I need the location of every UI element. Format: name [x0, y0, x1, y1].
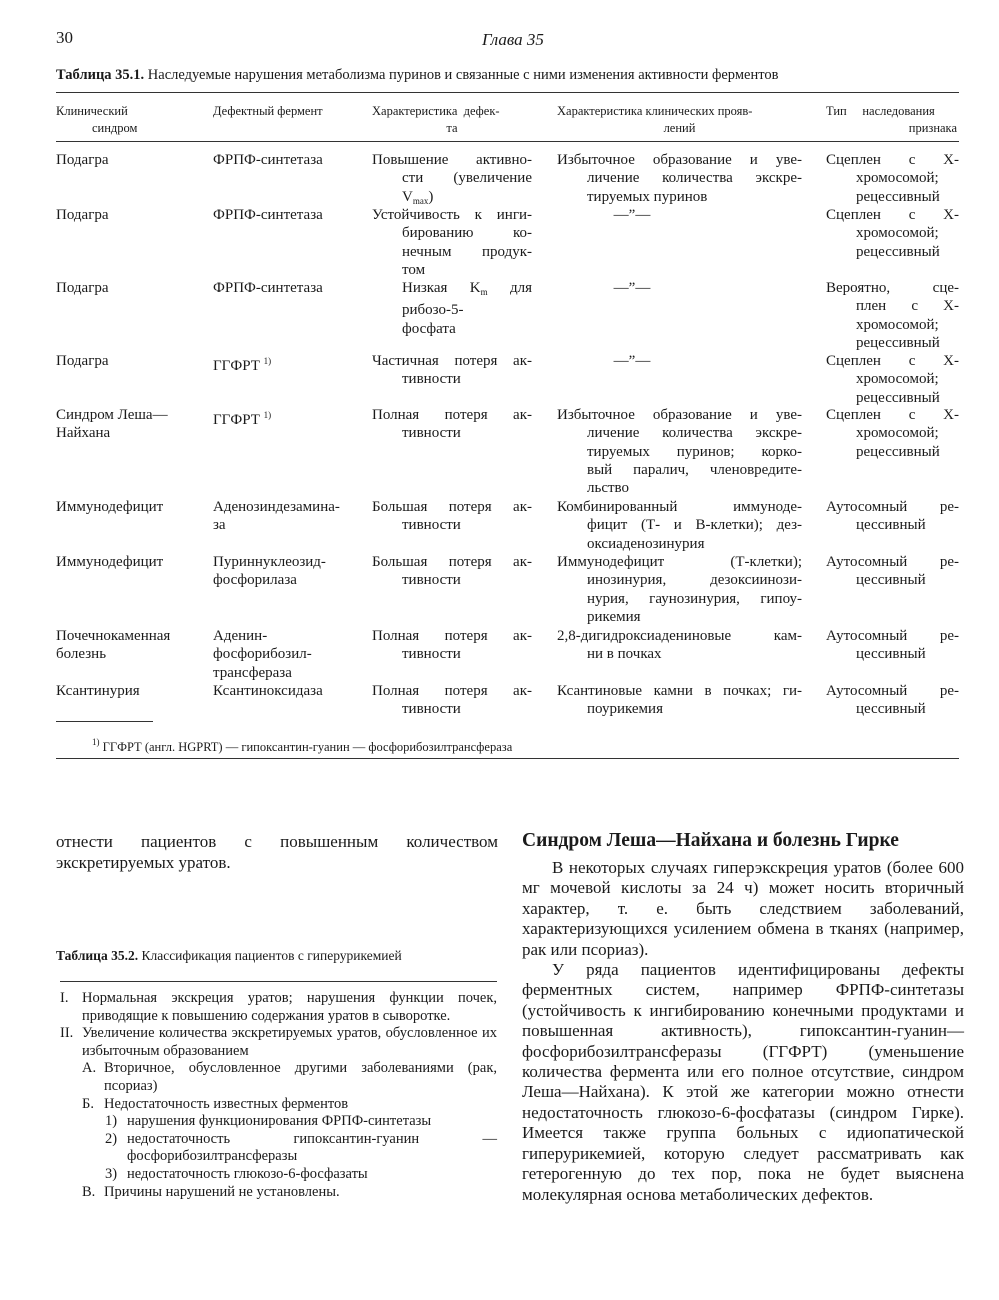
table1-header-rule: [56, 141, 959, 142]
header-line: лений: [663, 121, 696, 135]
cell-line: рецессивный: [856, 334, 940, 351]
item-text: Вторичное, обусловленное другими заболеваниями (рак, псориаз): [104, 1060, 497, 1094]
footnote-marker: 1): [92, 737, 100, 747]
cell-enzyme: [213, 498, 368, 535]
cell-line: Избыточное образование и уве-: [557, 407, 802, 423]
cell-line: Сцеплен с X-: [826, 407, 959, 423]
cell-enzyme: [213, 151, 368, 169]
cell-line: рецессивный: [856, 443, 940, 460]
cell-line: 2,8-дигидроксиадениновые кам-: [557, 628, 802, 644]
cell-line: цессивный: [856, 701, 926, 718]
cell-line: Аутосомный ре-: [826, 499, 959, 515]
cell-line: Комбинированный иммуноде-: [557, 499, 802, 515]
cell-syndrome: [56, 682, 206, 700]
cell-enzyme: [213, 352, 368, 375]
cell-line: тируемых пуринов: [587, 188, 708, 205]
cell-syndrome: [56, 279, 206, 297]
header-line: синдром: [92, 121, 138, 135]
cell-inheritance: [826, 406, 959, 461]
header-line: Характеристика дефек-: [372, 104, 500, 118]
cell-defect: [372, 279, 532, 338]
cell-line: ни в почках: [587, 646, 662, 663]
cell-defect: [372, 627, 532, 664]
footnote-text: ГГФРТ (англ. HGPRT) — гипоксантин-гуанин — фосфорибозилтрансфераза: [99, 740, 513, 754]
cell-line: хромосомой;: [856, 316, 939, 333]
cell-line: Подагра: [56, 353, 109, 369]
cell-line: личение количества экскре-: [587, 425, 802, 442]
cell-inheritance: [826, 352, 959, 407]
cell-enzyme: [213, 279, 368, 297]
cell-line: Аутосомный ре-: [826, 683, 959, 699]
cell-defect: [372, 553, 532, 590]
cell-line: болезнь: [56, 646, 107, 663]
cell-clinical: [557, 682, 802, 719]
classification-item: [60, 1025, 497, 1060]
item-text: недостаточность гипоксантин-гуанин — фосфорибозилтрансферазы: [127, 1130, 497, 1165]
item-text: Причины нарушений не установлены.: [104, 1183, 340, 1200]
item-text: Нормальная экскреция уратов; нарушения функции почек, приводящие к повышению содержания уратов в сыворотке.: [82, 990, 497, 1024]
paragraph: В некоторых случаях гиперэкскреция уратов (более 600 мг мочевой кислоты за 24 ч) может носить вторичный характер, т. е. быть следствием заболеваний, характеризующихся усилением обмена в тканях (например, рак или псориаз).: [522, 858, 964, 959]
cell-syndrome: [56, 151, 206, 169]
header-defect-characteristic: [372, 103, 532, 137]
cell-line: Избыточное образование и уве-: [557, 152, 802, 168]
cell-inheritance: [826, 627, 959, 664]
cell-line: инозинурия, дезоксиинози-: [587, 572, 802, 589]
item-marker: В.: [82, 1183, 96, 1200]
cell-line: сти (увеличение: [402, 170, 532, 187]
cell-line: $V_{max}$): [402, 188, 434, 206]
table1-top-rule: [56, 92, 959, 93]
footnote-separator: [56, 721, 153, 722]
cell-line: том: [402, 261, 426, 278]
cell-line: льство: [587, 480, 630, 497]
table1-caption: [56, 67, 778, 84]
cell-line: рецессивный: [856, 243, 940, 260]
cell-line: —”—: [613, 353, 651, 369]
cell-syndrome: [56, 206, 206, 224]
cell-line: Аденозиндезамина-: [213, 499, 340, 515]
header-line: признака: [908, 121, 957, 135]
classification-item: [60, 1131, 497, 1166]
chapter-title: Глава 35: [482, 30, 544, 49]
header-line: Клинический: [56, 104, 128, 118]
cell-syndrome: [56, 553, 206, 571]
left-continuation-text: отнести пациентов с повышенным количеством экскретируемых уратов.: [56, 832, 498, 872]
classification-item: [60, 990, 497, 1025]
item-marker: Б.: [82, 1095, 94, 1112]
cell-defect: [372, 498, 532, 535]
cell-line: Повышение активно-: [372, 152, 532, 168]
cell-defect: [372, 352, 532, 389]
cell-line: —”—: [613, 207, 651, 223]
cell-line: Ксантиновые камни в почках; ги-: [557, 683, 802, 699]
table1-footnote: [92, 737, 512, 755]
table2-caption: [56, 948, 402, 964]
cell-line: Сцеплен с X-: [826, 353, 959, 369]
cell-line: бированию ко-: [402, 225, 532, 242]
cell-line: тивности: [402, 701, 461, 718]
cell-line: ФРПФ-синтетаза: [213, 207, 323, 223]
cell-inheritance: [826, 151, 959, 206]
cell-clinical: [557, 206, 802, 224]
cell-line: фосфата: [402, 320, 456, 337]
cell-line: Полная потеря ак-: [372, 628, 532, 644]
table2-list: [60, 990, 497, 1201]
cell-line: Ксантиноксидаза: [213, 683, 323, 699]
cell-line: фицит (Т- и В-клетки); дез-: [587, 517, 802, 534]
cell-syndrome: [56, 498, 206, 516]
cell-syndrome: [56, 406, 206, 443]
cell-line: тивности: [402, 517, 461, 534]
item-text: недостаточность глюкозо-6-фосфазаты: [127, 1165, 368, 1182]
cell-syndrome: [56, 352, 206, 370]
cell-line: тивности: [402, 425, 461, 442]
cell-line: Аденин-: [213, 628, 268, 644]
cell-clinical: [557, 627, 802, 664]
cell-line: Ксантинурия: [56, 683, 140, 699]
cell-clinical: [557, 151, 802, 206]
cell-clinical: [557, 352, 802, 370]
footnote-ref: 1): [263, 410, 272, 420]
cell-line: тивности: [402, 646, 461, 663]
cell-line: хромосомой;: [856, 170, 939, 187]
cell-line: —”—: [613, 280, 651, 296]
header-inheritance-type: [826, 103, 959, 137]
cell-line: Иммунодефицит: [56, 554, 164, 570]
header-line: Характеристика клинических прояв-: [557, 104, 753, 118]
cell-line: Большая потеря ак-: [372, 499, 532, 515]
item-marker: 1): [105, 1113, 118, 1130]
cell-line: цессивный: [856, 517, 926, 534]
cell-line: ГГФРТ $^{1)}$: [213, 410, 272, 428]
cell-line: вый паралич, членовредите-: [587, 461, 802, 478]
classification-item: [60, 1096, 497, 1114]
cell-line: Полная потеря ак-: [372, 407, 532, 423]
header-line: Дефектный фермент: [213, 104, 323, 118]
cell-syndrome: [56, 627, 206, 664]
cell-enzyme: [213, 627, 368, 682]
cell-line: рецессивный: [856, 188, 940, 205]
cell-line: Полная потеря ак-: [372, 683, 532, 699]
table2-top-rule: [60, 981, 497, 982]
header-defective-enzyme: [213, 103, 368, 120]
cell-clinical: [557, 553, 802, 626]
cell-enzyme: [213, 682, 368, 700]
cell-line: Синдром Леша—: [56, 407, 168, 423]
cell-line: Найхана: [56, 425, 111, 442]
header-line: Тип наследования: [826, 104, 935, 118]
cell-enzyme: [213, 206, 368, 224]
cell-line: хромосомой;: [856, 425, 939, 442]
cell-line: Вероятно, сце-: [826, 280, 959, 296]
cell-line: тируемых пуринов; корко-: [587, 443, 802, 460]
cell-line: рибозо-5-: [402, 302, 464, 319]
cell-inheritance: [826, 553, 959, 590]
cell-line: тивности: [402, 572, 461, 589]
table1-caption-text: Наследуемые нарушения метаболизма пуринов и связанные с ними изменения активности ферментов: [144, 67, 779, 83]
cell-line: плен с X-: [856, 298, 959, 315]
cell-line: цессивный: [856, 646, 926, 663]
cell-inheritance: [826, 682, 959, 719]
cell-line: Низкая $K_m$ для: [402, 280, 532, 297]
cell-inheritance: [826, 279, 959, 352]
cell-defect: [372, 206, 532, 279]
cell-line: Подагра: [56, 207, 109, 223]
cell-line: Частичная потеря ак-: [372, 353, 532, 369]
cell-clinical: [557, 498, 802, 553]
cell-line: тивности: [402, 371, 461, 388]
classification-item: [60, 1184, 497, 1202]
cell-line: Подагра: [56, 152, 109, 168]
item-text: Недостаточность известных ферментов: [104, 1095, 349, 1112]
cell-line: Аутосомный ре-: [826, 554, 959, 570]
cell-clinical: [557, 406, 802, 497]
cell-line: трансфераза: [213, 664, 292, 681]
section-heading: Синдром Леша—Найхана и болезнь Гирке: [522, 830, 899, 851]
cell-line: ФРПФ-синтетаза: [213, 152, 323, 168]
cell-enzyme: [213, 406, 368, 429]
cell-line: Иммунодефицит: [56, 499, 164, 515]
cell-line: Пуриннуклеозид-: [213, 554, 326, 570]
cell-line: ФРПФ-синтетаза: [213, 280, 323, 296]
table1-caption-label: Таблица 35.1.: [56, 67, 145, 83]
item-marker: 2): [105, 1130, 118, 1147]
table1-bottom-rule: [56, 758, 959, 759]
section-body: [522, 858, 964, 1205]
cell-enzyme: [213, 553, 368, 590]
cell-line: рецессивный: [856, 389, 940, 406]
cell-inheritance: [826, 206, 959, 261]
item-marker: 3): [105, 1165, 118, 1182]
cell-line: личение количества экскре-: [587, 170, 802, 187]
cell-line: Иммунодефицит (Т-клетки);: [557, 554, 802, 570]
cell-line: рикемия: [587, 608, 641, 625]
cell-line: ГГФРТ $^{1)}$: [213, 356, 272, 374]
paragraph: У ряда пациентов идентифицированы дефекты ферментных систем, например ФРПФ-синтетазы (устойчивость к ингибированию конечными продуктами и повышенная активность), гипоксантин-гуанин—фосфорибозилтрансферазы (ГГФРТ) (уменьшение количества фермента или его полное отсутствие, синдром Леша—Найхана). К этой же категории можно отнести недостаточность глюкозо-6-фосфатазы (синдром Гирке). Имеется также группа больных с идиопатической гиперурикемией, которую следует рассматривать как гетерогенную до тех пор, пока не будет выяснена молекулярная основа метаболических дефектов.: [522, 960, 964, 1204]
cell-line: фосфорилаза: [213, 572, 297, 589]
cell-line: Сцеплен с X-: [826, 207, 959, 223]
cell-defect: [372, 406, 532, 443]
table2-caption-text: Классификация пациентов с гиперурикемией: [138, 948, 402, 963]
cell-line: Почечнокаменная: [56, 628, 171, 644]
cell-defect: [372, 151, 532, 210]
classification-item: [60, 1113, 497, 1131]
cell-line: поурикемия: [587, 701, 663, 718]
item-text: Увеличение количества экскретируемых уратов, обусловленное их избыточным образованием: [82, 1025, 497, 1059]
item-marker: I.: [60, 990, 69, 1006]
header-clinical-manifestations: [557, 103, 802, 137]
cell-defect: [372, 682, 532, 719]
cell-inheritance: [826, 498, 959, 535]
cell-line: фосфорибозил-: [213, 646, 312, 663]
cell-line: Аутосомный ре-: [826, 628, 959, 644]
page-number: 30: [56, 28, 73, 47]
cell-line: Устойчивость к инги-: [372, 207, 532, 223]
item-marker: А.: [82, 1060, 97, 1077]
cell-line: нурия, гаунозинурия, гипоу-: [587, 590, 802, 607]
classification-item: [60, 1060, 497, 1095]
footnote-ref: 1): [263, 356, 272, 366]
cell-line: Подагра: [56, 280, 109, 296]
cell-line: Сцеплен с X-: [826, 152, 959, 168]
cell-line: цессивный: [856, 572, 926, 589]
cell-line: нечным продук-: [402, 243, 532, 260]
header-line: та: [446, 121, 458, 135]
table2-caption-label: Таблица 35.2.: [56, 948, 139, 963]
item-text: нарушения функционирования ФРПФ-синтетазы: [127, 1113, 432, 1130]
classification-item: [60, 1166, 497, 1184]
cell-line: Большая потеря ак-: [372, 554, 532, 570]
header-clinical-syndrome: [56, 103, 206, 137]
cell-line: оксиаденозинурия: [587, 535, 705, 552]
cell-line: хромосомой;: [856, 371, 939, 388]
cell-clinical: [557, 279, 802, 297]
cell-line: за: [213, 517, 226, 534]
item-marker: II.: [60, 1025, 74, 1042]
cell-line: хромосомой;: [856, 225, 939, 242]
